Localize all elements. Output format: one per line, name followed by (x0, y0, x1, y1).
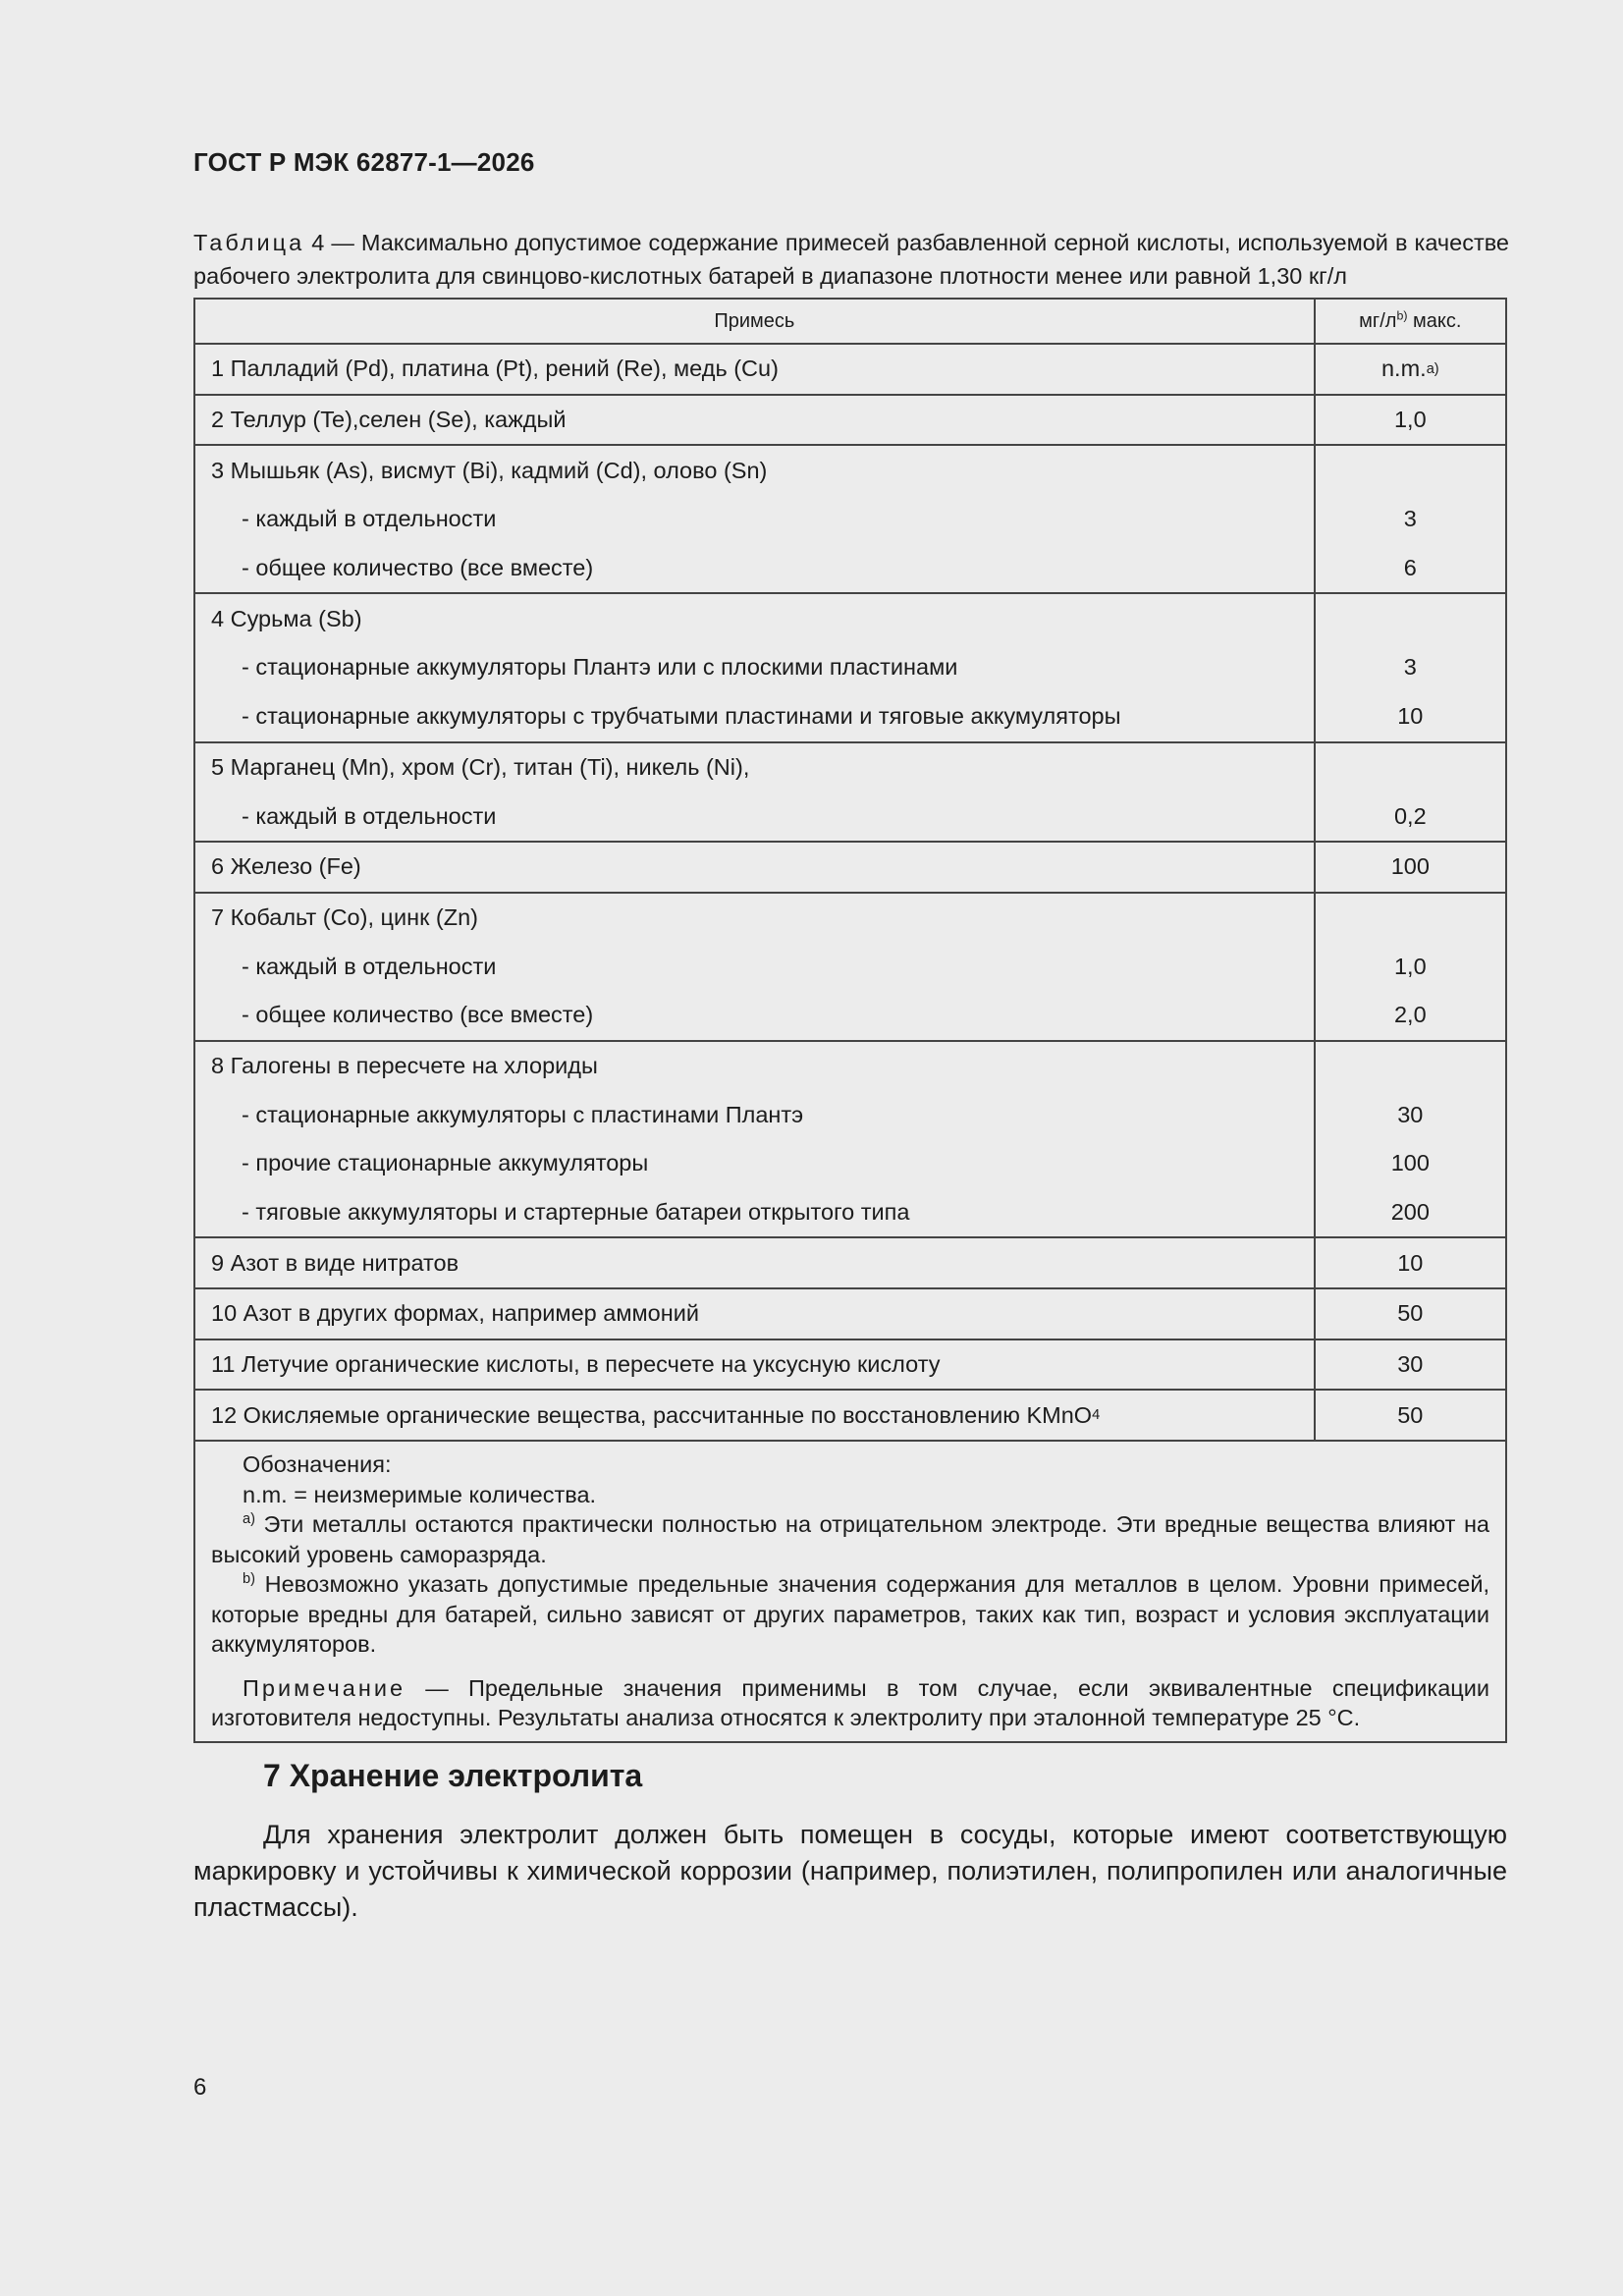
impurity-text: 7 Кобальт (Co), цинк (Zn) (211, 903, 478, 930)
limit-value (1316, 942, 1505, 991)
footnote-a (211, 1509, 1489, 1569)
impurity-text: - тяговые аккумуляторы и стартерные батареи открытого типа (242, 1199, 910, 1226)
limit-value-text: 30 (1397, 1101, 1424, 1127)
limit-value-text: 50 (1397, 1401, 1424, 1428)
limit-value (1316, 1188, 1505, 1237)
limit-value-text: 3 (1403, 654, 1417, 681)
impurity-cell (194, 1041, 1315, 1238)
limit-cell (1315, 1237, 1506, 1288)
limit-cell (1315, 1041, 1506, 1238)
table-note-label: Примечание (243, 1674, 406, 1701)
impurity-cell (194, 1390, 1315, 1441)
limit-value-text: 1,0 (1393, 407, 1427, 433)
impurity-name (195, 843, 1314, 892)
impurity-cell (194, 742, 1315, 842)
column-header-limit-footnote: b) (1396, 307, 1408, 322)
impurity-cell (194, 842, 1315, 893)
column-header-limit-suffix: макс. (1407, 309, 1462, 332)
impurity-text: - общее количество (все вместе) (242, 555, 594, 581)
impurity-subitem (195, 495, 1314, 544)
limit-value-text: 6 (1403, 555, 1417, 581)
limit-value (1316, 792, 1505, 841)
table-caption-label: Таблица (193, 230, 305, 255)
impurity-text: 6 Железо (Fe) (211, 853, 361, 880)
table-row (194, 842, 1506, 893)
impurity-text: 12 Окисляемые органические вещества, рассчитанные по восстановлению KMnO (211, 1401, 1093, 1428)
limit-value (1316, 743, 1505, 793)
limit-cell (1315, 742, 1506, 842)
impurity-subitem (195, 692, 1314, 741)
limit-cell (1315, 445, 1506, 593)
table-notes (211, 1449, 1489, 1733)
impurity-name (195, 396, 1314, 445)
limit-cell (1315, 893, 1506, 1041)
impurity-text: - стационарные аккумуляторы Плантэ или с плоскими пластинами (242, 654, 958, 681)
impurity-subitem (195, 1090, 1314, 1139)
impurity-subitem (195, 991, 1314, 1040)
impurity-name (195, 594, 1314, 643)
limit-cell (1315, 1288, 1506, 1339)
document-header: ГОСТ Р МЭК 62877-1—2026 (193, 147, 535, 177)
impurity-name (195, 894, 1314, 943)
table-caption (193, 226, 1509, 293)
impurity-name (195, 1042, 1314, 1091)
limit-value (1316, 894, 1505, 943)
table-row (194, 1288, 1506, 1339)
footnote-b-mark: b) (243, 1571, 255, 1588)
impurity-text: - стационарные аккумуляторы с пластинами Плантэ (242, 1101, 804, 1127)
impurity-text: 1 Палладий (Pd), платина (Pt), рений (Re), медь (Cu) (211, 355, 779, 382)
section-title: 7 Хранение электролита (263, 1758, 643, 1793)
table-row (194, 1390, 1506, 1441)
impurity-cell (194, 1339, 1315, 1391)
impurity-text: - стационарные аккумуляторы с трубчатыми пластинами и тяговые аккумуляторы (242, 703, 1121, 730)
limit-value-text: 10 (1397, 703, 1424, 730)
impurity-text: 2 Теллур (Te),селен (Se), каждый (211, 407, 567, 433)
impurity-name: 12 Окисляемые органические вещества, рассчитанные по восстановлению KMnO 4 (211, 1401, 1101, 1428)
page-number: 6 (193, 2074, 207, 2101)
impurity-cell (194, 445, 1315, 593)
limit-cell (1315, 344, 1506, 395)
limit-value (1316, 692, 1505, 741)
table-row (194, 893, 1506, 1041)
table-row (194, 445, 1506, 593)
limit-value-text: 30 (1397, 1351, 1424, 1378)
limit-cell (1315, 593, 1506, 741)
impurity-cell (194, 395, 1315, 446)
limit-value: n.m. a) (1380, 355, 1439, 382)
impurity-text: 4 Сурьма (Sb) (211, 605, 362, 631)
table-body (194, 344, 1506, 1441)
impurity-subitem (195, 643, 1314, 692)
impurity-text: - общее количество (все вместе) (242, 1002, 594, 1028)
column-header-impurity: Примесь (194, 299, 1315, 344)
limit-value-text: 100 (1390, 1150, 1430, 1176)
impurity-text: 5 Марганец (Mn), хром (Cr), титан (Ti), никель (Ni), (211, 753, 750, 780)
limit-value-text: 1,0 (1393, 953, 1427, 979)
footnote-a-mark: a) (243, 1511, 255, 1528)
table-row (194, 395, 1506, 446)
table-row (194, 344, 1506, 395)
section-body: Для хранения электролит должен быть помещен в сосуды, которые имеют соответствующую маркировку и устойчивы к химической коррозии (например, полиэтилен, полипропилен или аналогичные пластмассы). (193, 1820, 1507, 1922)
impurity-subitem (195, 942, 1314, 991)
impurity-cell (194, 1237, 1315, 1288)
table-row (194, 1041, 1506, 1238)
limit-value (1316, 1139, 1505, 1188)
impurity-text: - каждый в отдельности (242, 802, 497, 829)
impurity-name (195, 446, 1314, 495)
footnote-b-text: Невозможно указать допустимые предельные значения содержания для металлов в целом. Уровни примесей, которые вредны для батарей, сильно зависят от других параметров, таких как тип, возраст и условия эксплуатации аккумуляторов. (211, 1571, 1489, 1658)
impurity-subitem (195, 544, 1314, 593)
table-row (194, 1339, 1506, 1391)
impurity-text: 8 Галогены в пересчете на хлориды (211, 1052, 598, 1078)
limit-value (1316, 1340, 1505, 1390)
limit-value (1316, 643, 1505, 692)
limit-value-text: n.m. (1380, 355, 1427, 382)
limit-cell (1315, 842, 1506, 893)
impurity-name (195, 743, 1314, 793)
footnote-a-text: Эти металлы остаются практически полностью на отрицательном электроде. Эти вредные вещества влияют на высокий уровень саморазряда. (211, 1511, 1489, 1567)
limit-value (1316, 991, 1505, 1040)
legend-nm: n.m. = неизмеримые количества. (243, 1481, 597, 1507)
impurity-cell (194, 1288, 1315, 1339)
limit-value-text: 2,0 (1393, 1002, 1427, 1028)
limit-value (1316, 446, 1505, 495)
impurity-name (195, 345, 1314, 394)
table-row (194, 742, 1506, 842)
limit-value (1316, 1391, 1505, 1440)
limit-value (1316, 1090, 1505, 1139)
limit-value (1316, 1042, 1505, 1091)
impurity-text: 10 Азот в других формах, например аммоний (211, 1300, 699, 1327)
impurity-text: 3 Мышьяк (As), висмут (Bi), кадмий (Cd), олово (Sn) (211, 457, 768, 483)
limit-value-text: 10 (1397, 1249, 1424, 1276)
limit-value (1316, 843, 1505, 892)
impurity-subitem (195, 1139, 1314, 1188)
impurity-subitem (195, 792, 1314, 841)
table-row (194, 1237, 1506, 1288)
table-header-row (194, 299, 1506, 344)
limit-value-text: 100 (1390, 853, 1430, 880)
legend-title: Обозначения: (243, 1451, 392, 1478)
limit-cell (1315, 1339, 1506, 1391)
footnote-b (211, 1569, 1489, 1660)
impurity-cell (194, 344, 1315, 395)
limit-value (1316, 1289, 1505, 1339)
impurity-cell (194, 893, 1315, 1041)
table-note (211, 1673, 1489, 1733)
impurity-cell (194, 593, 1315, 741)
table-notes-row (194, 1441, 1506, 1742)
limit-value (1316, 1238, 1505, 1287)
table-caption-text: 4 — Максимально допустимое содержание примесей разбавленной серной кислоты, используемой в качестве рабочего электролита для свинцово-кислотных батарей в диапазоне плотности менее или равной 1,30 кг/л (193, 230, 1509, 289)
impurities-table (193, 298, 1507, 1743)
impurity-text: - прочие стационарные аккумуляторы (242, 1150, 649, 1176)
limit-value (1316, 544, 1505, 593)
column-header-limit-unit: мг/л (1359, 309, 1397, 332)
limit-cell (1315, 1390, 1506, 1441)
limit-cell (1315, 395, 1506, 446)
table-note-text: — Предельные значения применимы в том случае, если эквивалентные спецификации изготовителя недоступны. Результаты анализа относятся к электролиту при эталонной температуре 25 °C. (211, 1674, 1489, 1731)
impurity-name (195, 1340, 1314, 1390)
impurity-name (195, 1238, 1314, 1287)
impurity-subitem (195, 1188, 1314, 1237)
impurity-text: - каждый в отдельности (242, 953, 497, 979)
limit-value (1316, 495, 1505, 544)
impurity-text: - каждый в отдельности (242, 506, 497, 532)
limit-value (1316, 396, 1505, 445)
limit-value-text: 50 (1397, 1300, 1424, 1327)
limit-value-text: 200 (1390, 1199, 1430, 1226)
table-row (194, 593, 1506, 741)
impurity-text: 11 Летучие органические кислоты, в пересчете на уксусную кислоту (211, 1351, 941, 1378)
impurity-text: 9 Азот в виде нитратов (211, 1249, 460, 1276)
limit-value-text: 0,2 (1393, 802, 1427, 829)
limit-value-text: 3 (1403, 506, 1417, 532)
column-header-limit (1315, 299, 1506, 344)
impurity-name (195, 1289, 1314, 1339)
table-notes-cell (194, 1441, 1506, 1742)
limit-value (1316, 594, 1505, 643)
